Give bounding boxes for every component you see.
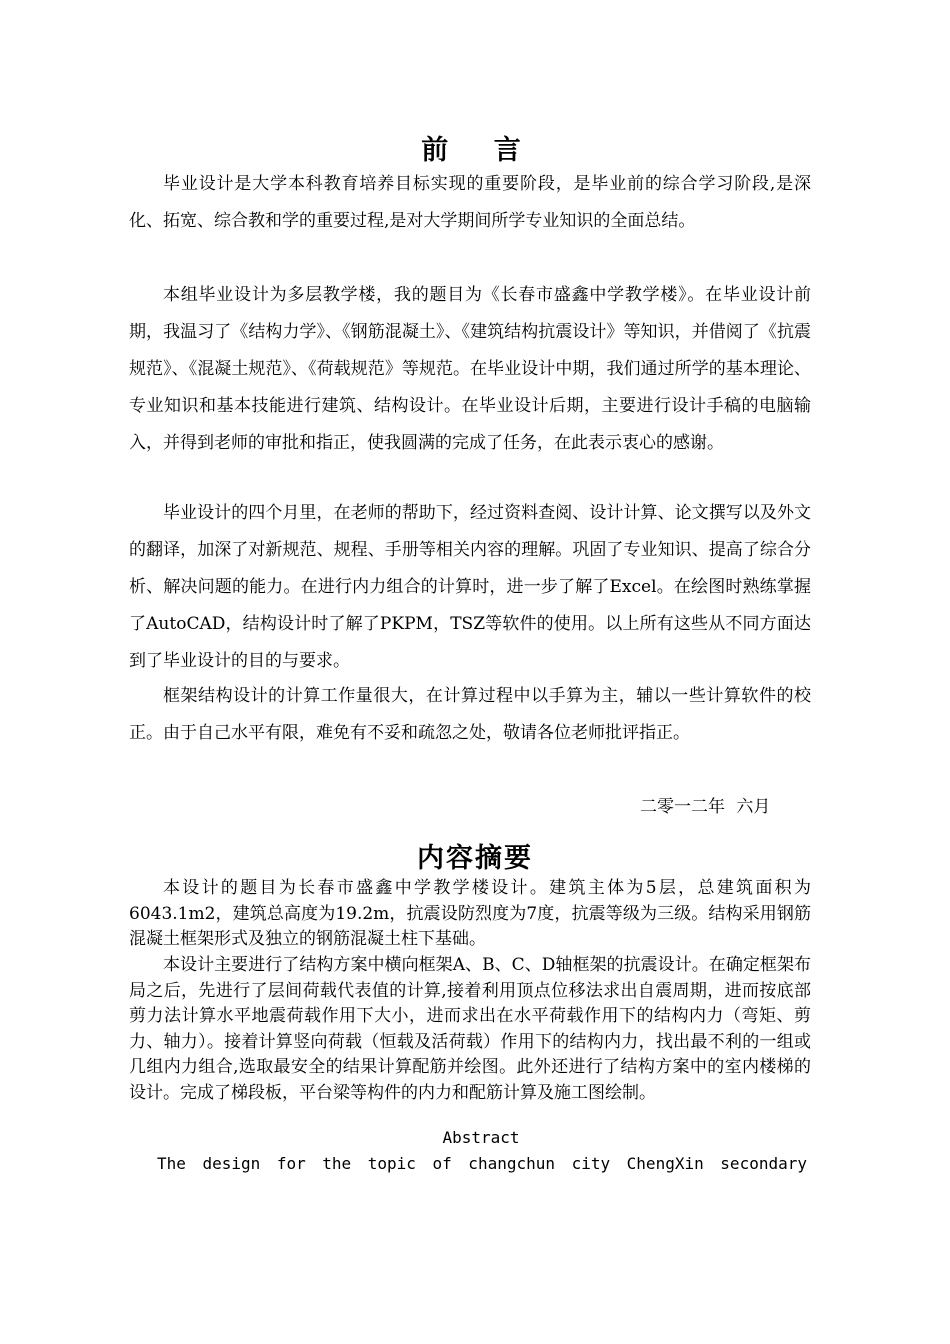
preface-title: 前 言 bbox=[421, 135, 539, 166]
summary-paragraph-1: 本设计的题目为长春市盛鑫中学教学楼设计。建筑主体为5层，总建筑面积为6043.1m2，建筑总高度为19.2m，抗震设防烈度为7度，抗震等级为三级。结构采用钢筋混凝土框架形式及独立的钢筋混凝土柱下基础。 bbox=[129, 878, 811, 949]
preface-paragraph-2: 本组毕业设计为多层教学楼，我的题目为《长春市盛鑫中学教学楼》。在毕业设计前期，我温习了《结构力学》、《钢筋混凝土》、《建筑结构抗震设计》等知识，并借阅了《抗震规范》、《混凝土规范》、《荷载规范》等规范。在毕业设计中期，我们通过所学的基本理论、专业知识和基本技能进行建筑、结构设计。在毕业设计后期，主要进行设计手稿的电脑输入，并得到老师的审批和指正，使我圆满的完成了任务，在此表示衷心的感谢。 bbox=[129, 285, 811, 453]
summary-title: 内容摘要 bbox=[417, 843, 533, 874]
abstract-first-line: The design for the topic of changchun city ChengXin secondary bbox=[157, 1154, 807, 1173]
preface-paragraph-3: 毕业设计的四个月里，在老师的帮助下，经过资料查阅、设计计算、论文撰写以及外文的翻译，加深了对新规范、规程、手册等相关内容的理解。巩固了专业知识、提高了综合分析、解决问题的能力。在进行内力组合的计算时，进一步了解了Excel。在绘图时熟练掌握了AutoCAD，结构设计时了解了PKPM，TSZ等软件的使用。以上所有这些从不同方面达到了毕业设计的目的与要求。 bbox=[129, 503, 811, 671]
preface-paragraph-4: 框架结构设计的计算工作量很大，在计算过程中以手算为主，辅以一些计算软件的校正。由于自己水平有限，难免有不妥和疏忽之处，敬请各位老师批评指正。 bbox=[129, 686, 811, 743]
preface-date: 二零一二年 六月 bbox=[640, 797, 771, 817]
preface-paragraph-1: 毕业设计是大学本科教育培养目标实现的重要阶段，是毕业前的综合学习阶段,是深化、拓宽、综合教和学的重要过程,是对大学期间所学专业知识的全面总结。 bbox=[129, 174, 811, 231]
abstract-title: Abstract bbox=[442, 1128, 520, 1147]
summary-paragraph-2: 本设计主要进行了结构方案中横向框架A、B、C、D轴框架的抗震设计。在确定框架布局之后，先进行了层间荷载代表值的计算,接着利用顶点位移法求出自震周期，进而按底部剪力法计算水平地震荷载作用下大小，进而求出在水平荷载作用下的结构内力（弯矩、剪力、轴力）。接着计算竖向荷载（恒载及活荷载）作用下的结构内力，找出最不利的一组或几组内力组合,选取最安全的结果计算配筋并绘图。此外还进行了结构方案中的室内楼梯的设计。完成了梯段板，平台梁等构件的内力和配筋计算及施工图绘制。 bbox=[129, 955, 811, 1103]
